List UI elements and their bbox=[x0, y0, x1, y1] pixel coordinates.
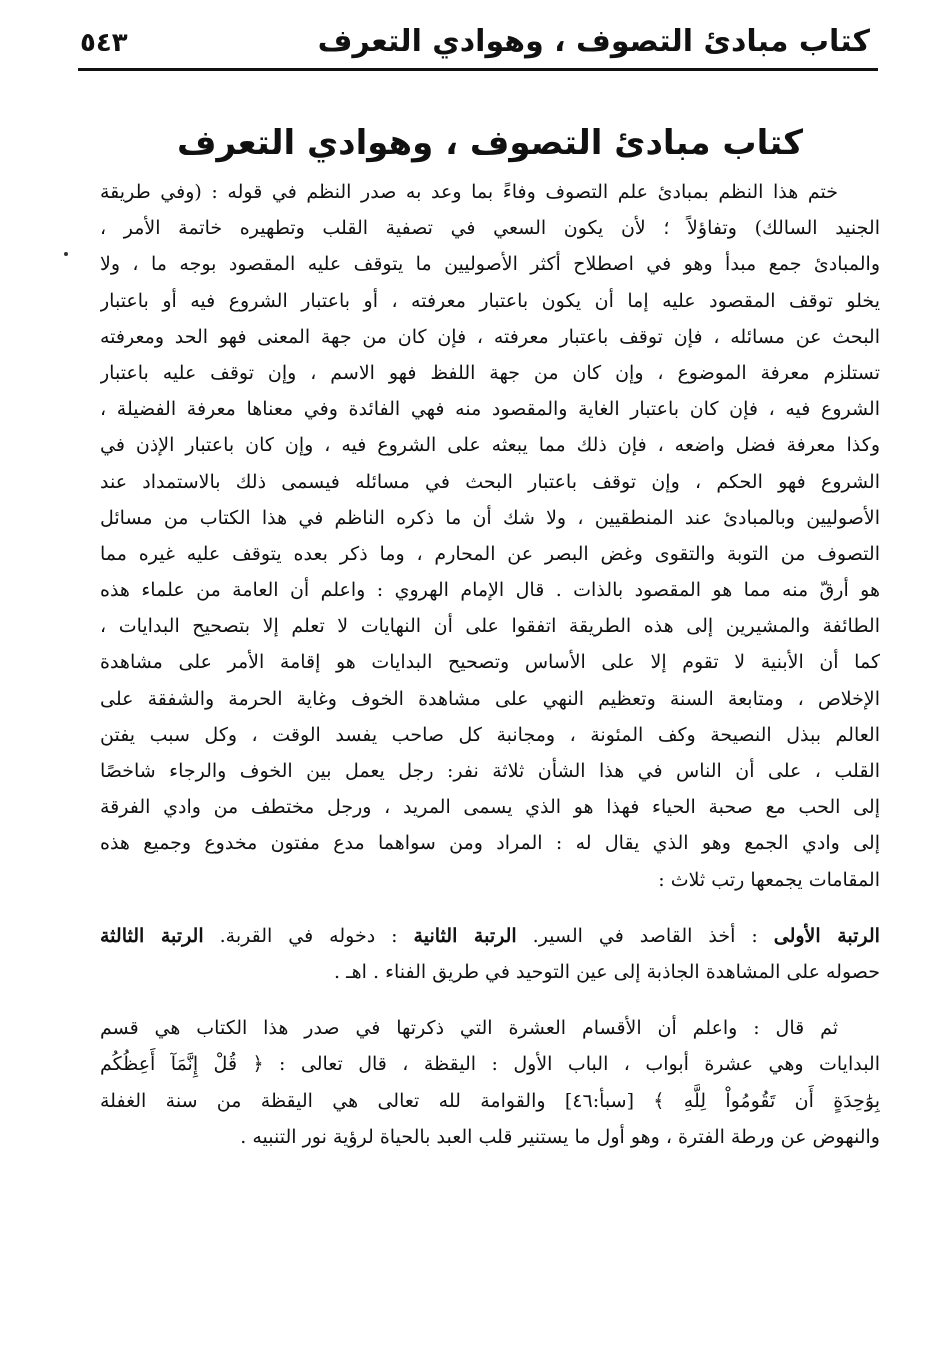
header-rule bbox=[78, 68, 878, 71]
rank-1-label: الرتبة الأولى bbox=[773, 924, 880, 947]
rank-2-text: : دخوله في القربة. bbox=[219, 924, 398, 947]
text-line: هو أرقّ منه مما هو المقصود بالذات . قال الإمام الهروي : واعلم أن العامة من علماء هذه bbox=[100, 579, 880, 602]
ranks-line bbox=[100, 918, 880, 954]
text-line: يخلو توقف المقصود عليه إما أن يكون باعتبار معرفته ، أو باعتبار الشروع فيه أو باعتبار bbox=[100, 289, 880, 312]
text-line: تستلزم معرفة الموضوع ، وإن كان من جهة اللفظ فهو الاسم ، وإن توقف عليه باعتبار bbox=[100, 361, 880, 384]
text-line: والمبادئ جمع مبدأ وهو في اصطلاح أكثر الأصوليين ما يتوقف عليه المقصود بوجه ما ، ولا bbox=[100, 253, 880, 276]
text-line: الطائفة والمشيرين إلى هذه الطريقة اتفقوا على أن النهايات لا تعلم إلا بتصحيح البدايات ، bbox=[100, 615, 880, 638]
body-text bbox=[100, 174, 880, 1155]
text-line: ثم قال : واعلم أن الأقسام العشرة التي ذكرتها في صدر هذا الكتاب هي قسم bbox=[100, 1017, 838, 1040]
text-line: ختم هذا النظم بمبادئ علم التصوف وفاءً بما وعد به صدر النظم في قوله : (وفي طريقة bbox=[100, 181, 838, 203]
text-line: وكذا معرفة فضل واضعه ، فإن ذلك مما يبعثه على الشروع فيه ، وإن كان باعتبار الإذن في bbox=[100, 434, 880, 457]
rank-2-label: الرتبة الثانية bbox=[413, 924, 517, 947]
rank-1-text: : أخذ القاصد في السير. bbox=[532, 924, 758, 947]
text-line: الأصوليين وبالمبادئ عند المنطقيين ، ولا شك أن ما ذكره الناظم في هذا الكتاب من مسائل bbox=[100, 506, 880, 529]
chapter-title: كتاب مبادئ التصوف ، وهوادي التعرف bbox=[176, 123, 804, 163]
page-number: ٥٤٣ bbox=[80, 28, 128, 58]
margin-speck bbox=[64, 252, 68, 256]
text-line: القلب ، على أن الناس في هذا الشأن ثلاثة نفر: رجل يعمل بين الخوف والرجاء شاخصًا bbox=[100, 760, 880, 782]
text-line: والنهوض عن ورطة الفترة ، وهو أول ما يستنير قلب العبد بالحياة لرؤية نور التنبيه . bbox=[240, 1125, 880, 1148]
text-line: الجنيد السالك) وتفاؤلاً ؛ لأن يكون السعي في تصفية القلب وتطهيره خاتمة الأمر ، bbox=[100, 217, 880, 240]
text-line: إلى وادي الجمع وهو الذي يقال له : المراد ومن سواهما مدع مفتون مخدوع وجميع هذه bbox=[100, 832, 880, 855]
text-line: الشروع فهو الحكم ، وإن توقف باعتبار البحث في مسائله فيسمى ذلك بالاستمداد عند bbox=[100, 470, 880, 493]
text-line: حصوله على المشاهدة الجاذبة إلى عين التوحيد في طريق الفناء . اهـ . bbox=[334, 960, 880, 983]
text-line: المقامات يجمعها رتب ثلاث : bbox=[658, 868, 880, 891]
text-line: العالم ببذل النصيحة وكف المئونة ، ومجانبة كل صاحب يفسد الوقت ، وكل سبب يفتن bbox=[100, 723, 880, 746]
text-line: البحث عن مسائله ، فإن توقف باعتبار معرفته ، فإن كان من جهة المعنى فهو الحد ومعرفته bbox=[100, 325, 880, 348]
text-line: البدايات وهي عشرة أبواب ، الباب الأول : اليقظة ، قال تعالى : ﴿ قُلْ إِنَّمَآ أَعِظُكُم bbox=[100, 1053, 880, 1076]
text-line: التصوف من التوبة والتقوى وغض البصر عن المحارم ، وما ذكر بعده يتوقف عليه غيره مما bbox=[100, 542, 880, 565]
running-header bbox=[80, 18, 870, 68]
text-line: الشروع فيه ، فإن كان باعتبار الغاية والمقصود منه فهي الفائدة وفي معناها معرفة الفضيلة ، bbox=[100, 398, 880, 421]
running-title: كتاب مبادئ التصوف ، وهوادي التعرف bbox=[317, 24, 870, 59]
text-line: بِوَٰحِدَةٍ أَن تَقُومُواْ لِلَّهِ ﴾ [سبأ:٤٦] والقوامة لله تعالى هي اليقظة من سنة الغفلة bbox=[100, 1089, 880, 1112]
text-line: كما أن الأبنية لا تقوم إلا على الأساس وتصحيح البدايات هو إقامة الأمر على مشاهدة bbox=[100, 651, 880, 674]
text-line: الإخلاص ، ومتابعة السنة وتعظيم النهي على مشاهدة الخوف وغاية الحرمة والشفقة على bbox=[100, 687, 880, 710]
text-line: إلى الحب مع صحبة الحياء فهذا هو الذي يسمى المريد ، ورجل مختطف من وادي الفرقة bbox=[100, 796, 880, 819]
rank-3-label: الرتبة الثالثة bbox=[100, 924, 204, 947]
